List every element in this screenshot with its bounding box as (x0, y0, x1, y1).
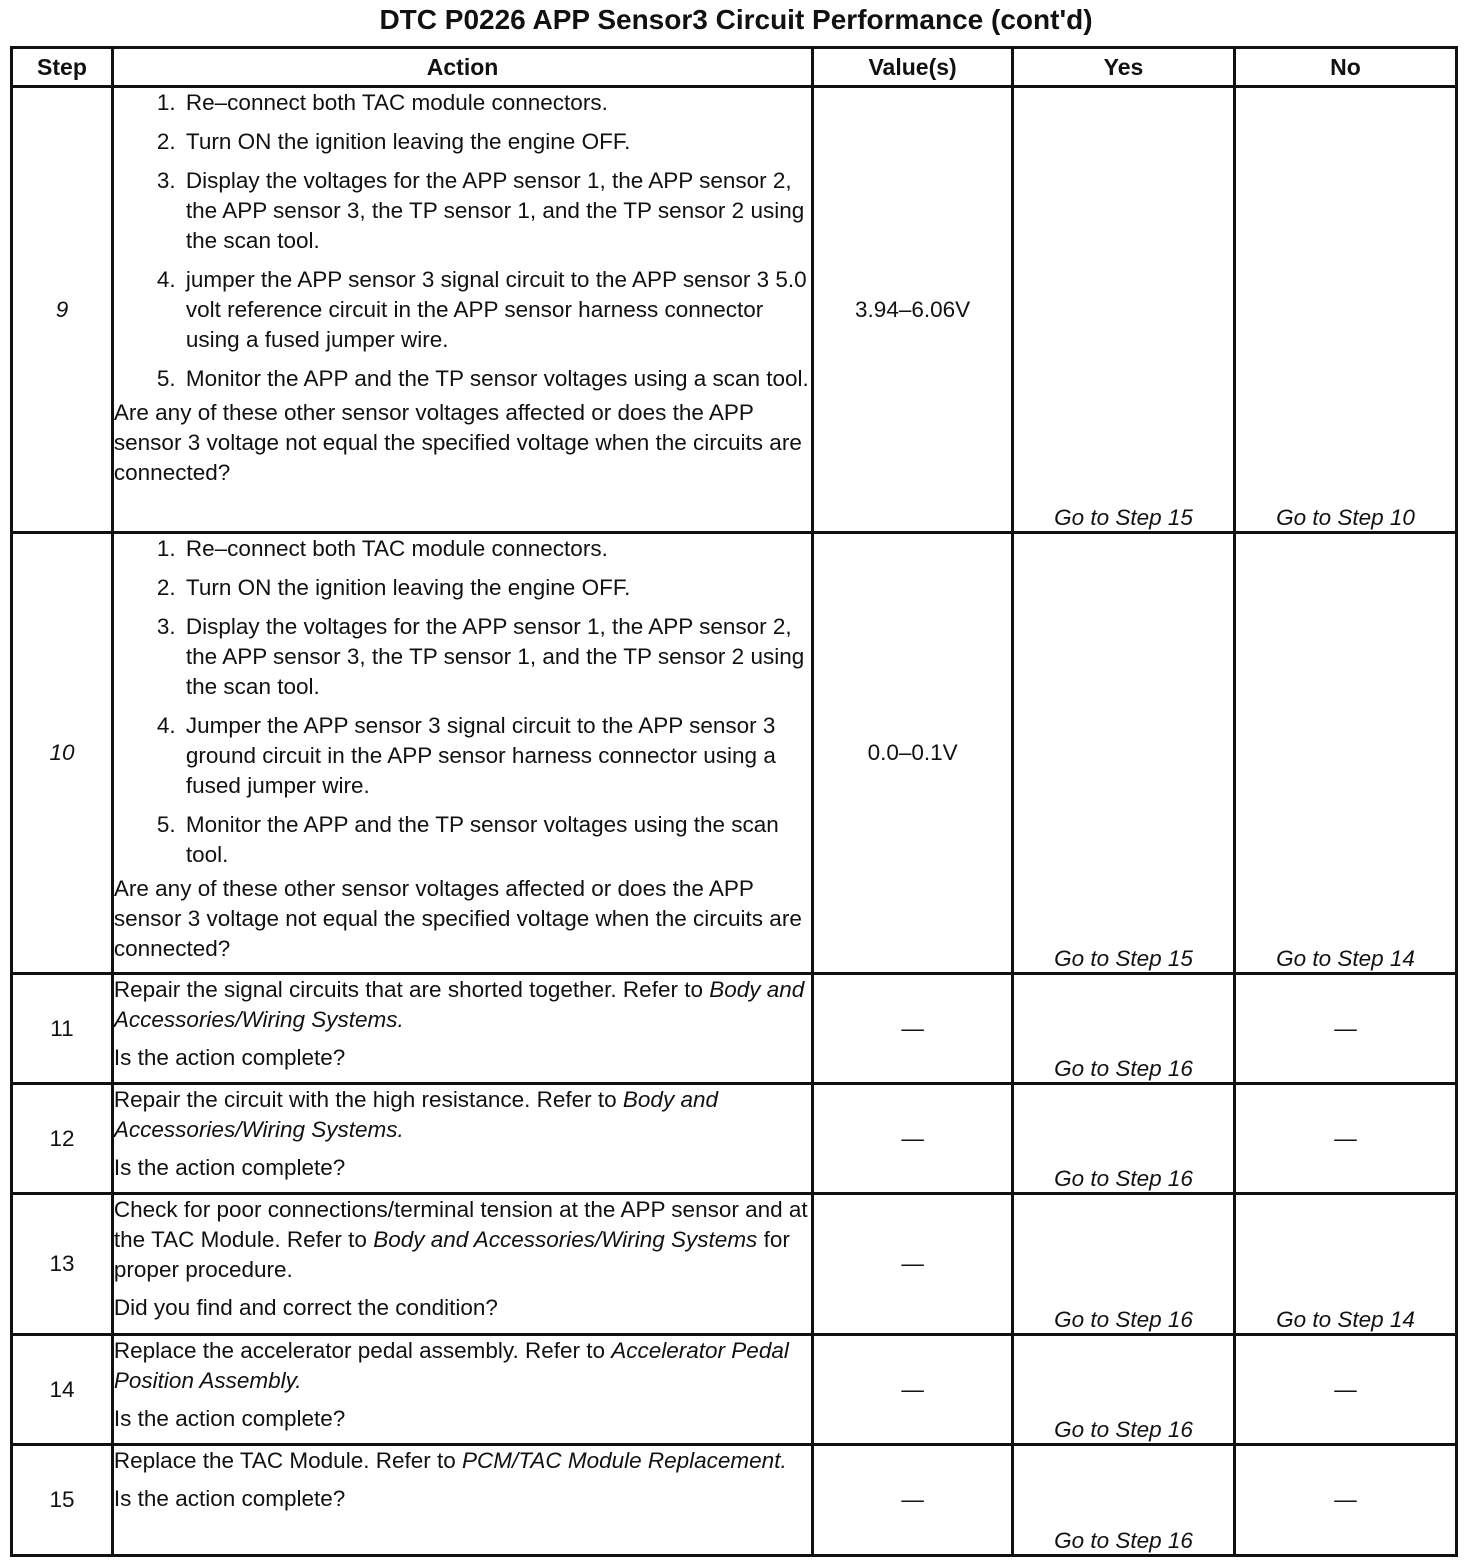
header-step: Step (12, 48, 113, 87)
table-row (12, 1084, 1457, 1194)
list-item: 4. Jumper the APP sensor 3 signal circuit to the APP sensor 3 ground circuit in the APP sensor harness connector using a fused jumper wire. (182, 711, 811, 801)
step-number: 14 (12, 1335, 113, 1445)
action-steps (114, 534, 811, 870)
action-text (114, 1446, 811, 1476)
table-row (12, 1335, 1457, 1445)
table-row (12, 87, 1457, 533)
no-cell: — (1234, 974, 1456, 1084)
action-question: Did you find and correct the condition? (113, 1295, 498, 1320)
page-title: DTC P0226 APP Sensor3 Circuit Performance (cont'd) (379, 4, 1093, 35)
value-cell: — (813, 1445, 1013, 1556)
action-text-a: Check for poor connections/terminal tension at the APP sensor and at the TAC Module. Refer to (113, 1197, 808, 1252)
step-number: 10 (12, 533, 113, 974)
action-question: Is the action complete? (113, 1155, 346, 1180)
value-cell: — (813, 1335, 1013, 1445)
no-cell: Go to Step 10 (1234, 87, 1456, 533)
header-action: Action (112, 48, 812, 87)
action-question: Are any of these other sensor voltages affected or does the APP sensor 3 voltage not equal the specified voltage when the circuits are connected? (113, 876, 802, 961)
action-text-a: Repair the circuit with the high resistance. Refer to (113, 1087, 623, 1112)
list-item: 5. Monitor the APP and the TP sensor voltages using the scan tool. (182, 810, 811, 870)
header-yes: Yes (1013, 48, 1235, 87)
action-steps (114, 88, 811, 394)
action-text-a: Replace the TAC Module. Refer to (113, 1448, 462, 1473)
list-item: 3. Display the voltages for the APP sensor 1, the APP sensor 2, the APP sensor 3, the TP sensor 1, and the TP sensor 2 using the scan tool. (182, 166, 811, 256)
action-text-a: Replace the accelerator pedal assembly. Refer to (113, 1338, 612, 1363)
action-cell (112, 1445, 812, 1556)
yes-cell: Go to Step 16 (1013, 1445, 1235, 1556)
table-row (12, 533, 1457, 974)
list-item: 3. Display the voltages for the APP sensor 1, the APP sensor 2, the APP sensor 3, the TP sensor 1, and the TP sensor 2 using the scan tool. (182, 612, 811, 702)
action-text (114, 975, 811, 1035)
action-question: Is the action complete? (113, 1406, 346, 1431)
reference-link: Body and Accessories/Wiring Systems. (113, 977, 805, 1032)
reference-link: Accelerator Pedal Position Assembly. (113, 1338, 789, 1393)
step-number: 12 (12, 1084, 113, 1194)
action-cell (112, 87, 812, 533)
yes-cell: Go to Step 15 (1013, 87, 1235, 533)
value-cell: — (813, 1194, 1013, 1335)
header-no: No (1234, 48, 1456, 87)
step-number: 13 (12, 1194, 113, 1335)
no-cell: Go to Step 14 (1234, 533, 1456, 974)
step-number: 9 (12, 87, 113, 533)
list-item: 5. Monitor the APP and the TP sensor voltages using a scan tool. (182, 364, 811, 394)
action-question: Is the action complete? (113, 1045, 346, 1070)
yes-cell: Go to Step 16 (1013, 1335, 1235, 1445)
action-text (114, 1195, 811, 1285)
action-text (114, 1085, 811, 1145)
header-values: Value(s) (813, 48, 1013, 87)
step-number: 11 (12, 974, 113, 1084)
action-cell (112, 533, 812, 974)
yes-cell: Go to Step 16 (1013, 1194, 1235, 1335)
value-cell: — (813, 1084, 1013, 1194)
value-cell: 0.0–0.1V (813, 533, 1013, 974)
header-row (12, 48, 1457, 87)
step-number: 15 (12, 1445, 113, 1556)
table-row (12, 974, 1457, 1084)
action-text-a: Repair the signal circuits that are shorted together. Refer to (113, 977, 710, 1002)
no-cell: — (1234, 1335, 1456, 1445)
action-cell (112, 1084, 812, 1194)
action-cell (112, 1335, 812, 1445)
value-cell: 3.94–6.06V (813, 87, 1013, 533)
no-cell: Go to Step 14 (1234, 1194, 1456, 1335)
reference-link: Body and Accessories/Wiring Systems (373, 1227, 758, 1252)
reference-link: PCM/TAC Module Replacement. (462, 1448, 787, 1473)
list-item: 1. Re–connect both TAC module connectors. (182, 88, 811, 118)
yes-cell: Go to Step 16 (1013, 974, 1235, 1084)
action-text (114, 1336, 811, 1396)
action-text-b: for proper procedure. (113, 1227, 790, 1282)
action-question: Are any of these other sensor voltages affected or does the APP sensor 3 voltage not equal the specified voltage when the circuits are connected? (113, 400, 802, 485)
list-item: 1. Re–connect both TAC module connectors. (182, 534, 811, 564)
list-item: 2. Turn ON the ignition leaving the engine OFF. (182, 573, 811, 603)
action-question: Is the action complete? (113, 1486, 346, 1511)
no-cell: — (1234, 1445, 1456, 1556)
no-cell: — (1234, 1084, 1456, 1194)
action-cell (112, 974, 812, 1084)
diagnostic-table (10, 46, 1458, 1557)
yes-cell: Go to Step 16 (1013, 1084, 1235, 1194)
table-row (12, 1194, 1457, 1335)
action-cell (112, 1194, 812, 1335)
value-cell: — (813, 974, 1013, 1084)
list-item: 2. Turn ON the ignition leaving the engine OFF. (182, 127, 811, 157)
table-row (12, 1445, 1457, 1556)
list-item: 4. jumper the APP sensor 3 signal circuit to the APP sensor 3 5.0 volt reference circuit in the APP sensor harness connector using a fused jumper wire. (182, 265, 811, 355)
reference-link: Body and Accessories/Wiring Systems. (113, 1087, 718, 1142)
yes-cell: Go to Step 15 (1013, 533, 1235, 974)
